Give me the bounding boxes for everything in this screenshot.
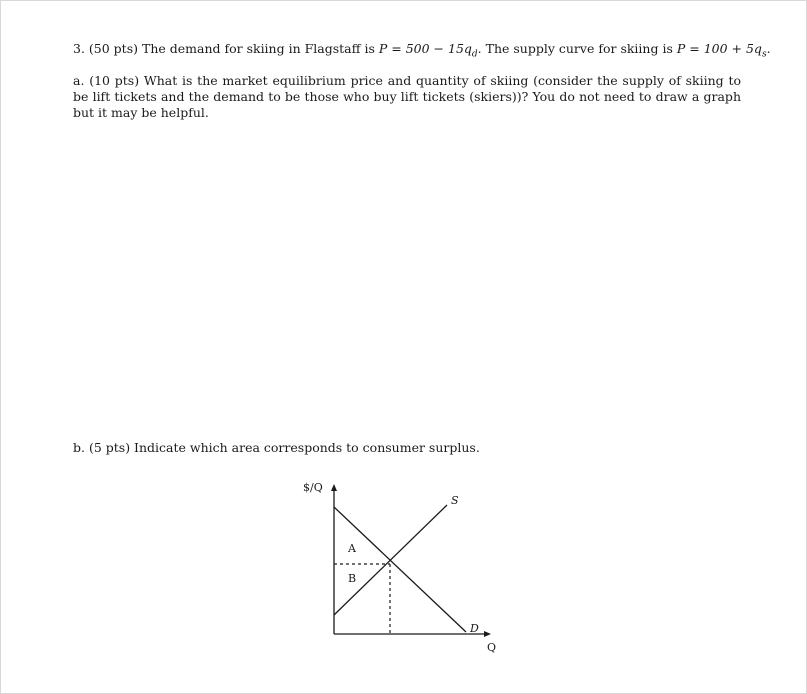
x-axis-label: Q xyxy=(487,641,497,654)
supply-label: S xyxy=(451,494,459,507)
demand-label: D xyxy=(470,622,479,635)
question-number: 3. xyxy=(73,41,85,56)
demand-curve xyxy=(334,507,466,632)
area-b-label: B xyxy=(348,572,357,585)
demand-equation: $P = 500 - 15q_d$ xyxy=(378,41,478,60)
x-axis-arrow xyxy=(484,631,491,637)
question-text-before: The demand for skiing in Flagstaff is xyxy=(141,41,375,56)
supply-demand-graph xyxy=(290,475,520,655)
question-text-end: . xyxy=(766,41,771,56)
part-b-text: b. (5 pts) Indicate which area corresponds to consumer surplus. xyxy=(73,440,480,455)
question-header xyxy=(73,41,771,63)
question-text-middle: . The supply curve for skiing is xyxy=(477,41,673,56)
area-a-label: A xyxy=(348,542,356,555)
part-a-text: a. (10 pts) What is the market equilibrium price and quantity of skiing (consider the supply of skiing to be lift tickets and the demand to be those who buy lift tickets (skiers))? You do not need to draw a graph but it may be helpful. xyxy=(73,73,741,120)
y-axis-label: $/Q xyxy=(303,481,323,494)
y-axis-arrow xyxy=(331,484,337,491)
question-points: (50 pts) xyxy=(88,41,138,56)
supply-equation: $P = 100 + 5q_s$ xyxy=(676,41,767,60)
